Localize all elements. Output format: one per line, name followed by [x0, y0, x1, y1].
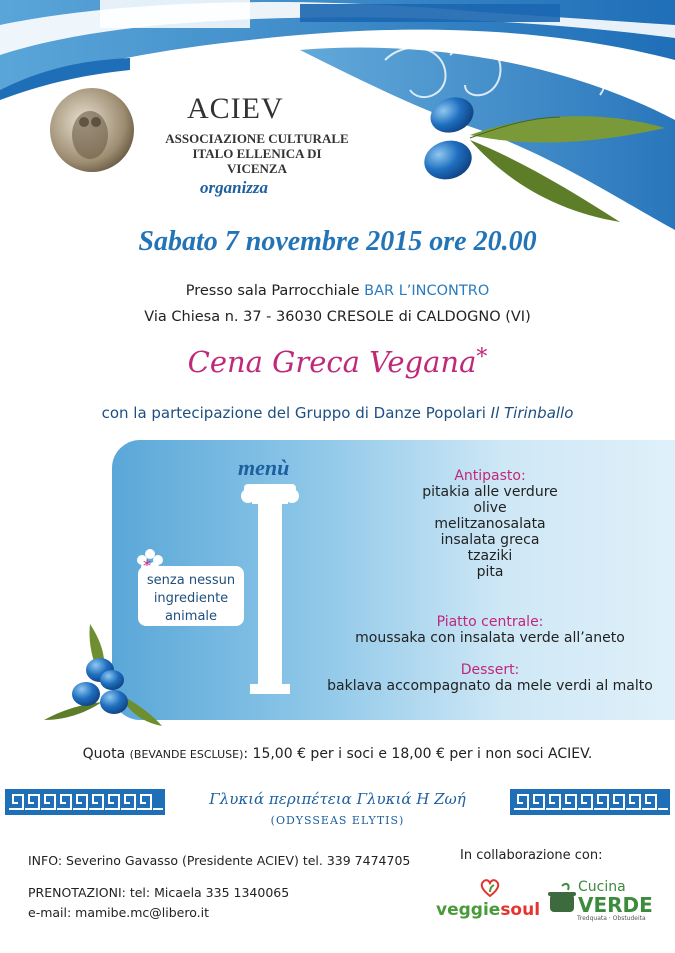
menu-item: olive [473, 500, 507, 516]
pot-icon [546, 882, 578, 916]
menu-main [300, 614, 675, 646]
menu-item: tzaziki [467, 548, 513, 564]
cucina-verde-logo-bottom: VERDE [578, 893, 653, 917]
venue-name: BAR L’INCONTRO [364, 283, 490, 299]
menu-item: pita [476, 564, 504, 580]
booking-contact: PRENOTAZIONI: tel: Micaela 335 1340065 [28, 885, 290, 900]
quote-author: (ODYSSEAS ELYTIS) [270, 814, 405, 827]
vegan-line-1: senza nessun [146, 573, 236, 588]
menu-item: baklava accompagnato da mele verdi al malto [327, 678, 653, 694]
vegan-note [138, 566, 244, 626]
olive-branch-icon [42, 622, 172, 727]
cucina-verde-logo-top: Cucina [578, 879, 626, 895]
menu-antipasto [300, 468, 675, 580]
dinner-asterisk: * [476, 345, 488, 370]
menu-item: pitakia alle verdure [422, 484, 558, 500]
venue-address: Via Chiesa n. 37 - 36030 CRESOLE di CALDOGNO (VI) [144, 309, 531, 325]
dance-prefix: con la partecipazione del Gruppo di Danze Popolari [101, 404, 491, 422]
greek-quote: Γλυκιά περιπέτεια Γλυκιά Η Ζωή [209, 790, 466, 808]
organizza-label: organizza [200, 178, 269, 197]
price-prefix: Quota [82, 746, 130, 762]
antipasto-label: Antipasto: [454, 468, 526, 484]
venue-line [0, 283, 675, 299]
price-text: : 15,00 € per i soci e 18,00 € per i non soci ACIEV. [243, 746, 593, 762]
org-line-2: ITALO ELLENICA DI VICENZA [192, 146, 322, 176]
dessert-label: Dessert: [460, 662, 520, 678]
heart-icon [479, 878, 501, 898]
event-date: Sabato 7 novembre 2015 ore 20.00 [138, 226, 537, 257]
info-contact: INFO: Severino Gavasso (Presidente ACIEV) tel. 339 7474705 [28, 853, 411, 868]
greek-column-icon [238, 480, 302, 705]
header-artwork [0, 0, 675, 230]
veggiesoul-logo-b: soul [500, 900, 541, 920]
dance-group-name: Il Tirinballo [490, 404, 574, 422]
price-note: (BEVANDE ESCLUSE) [129, 748, 244, 761]
cucina-verde-tagline: Tredquata · Obstudeita [577, 915, 646, 922]
veggiesoul-logo-a: veggie [436, 900, 501, 920]
menu-dessert [300, 662, 675, 694]
org-line-1: ASSOCIAZIONE CULTURALE [165, 131, 349, 146]
menu-item: moussaka con insalata verde all’aneto [355, 630, 625, 646]
dance-group-line [0, 404, 675, 422]
main-label: Piatto centrale: [436, 614, 544, 630]
vegan-line-3: animale [164, 609, 218, 624]
org-full-name [162, 131, 352, 176]
org-name: ACIEV [187, 92, 284, 125]
collaboration-label: In collaborazione con: [460, 848, 603, 863]
veggiesoul-logo [436, 900, 540, 920]
price-line [0, 746, 675, 762]
menu-title: menù [238, 455, 290, 480]
vegan-line-2: ingrediente [153, 591, 229, 606]
venue-prefix: Presso sala Parrocchiale [185, 283, 365, 299]
menu-item: insalata greca [440, 532, 540, 548]
email-contact: e-mail: mamibe.mc@libero.it [28, 905, 210, 920]
menu-item: melitzanosalata [434, 516, 546, 532]
dinner-title-text: Cena Greca Vegana [187, 345, 477, 379]
dinner-title [0, 345, 675, 379]
